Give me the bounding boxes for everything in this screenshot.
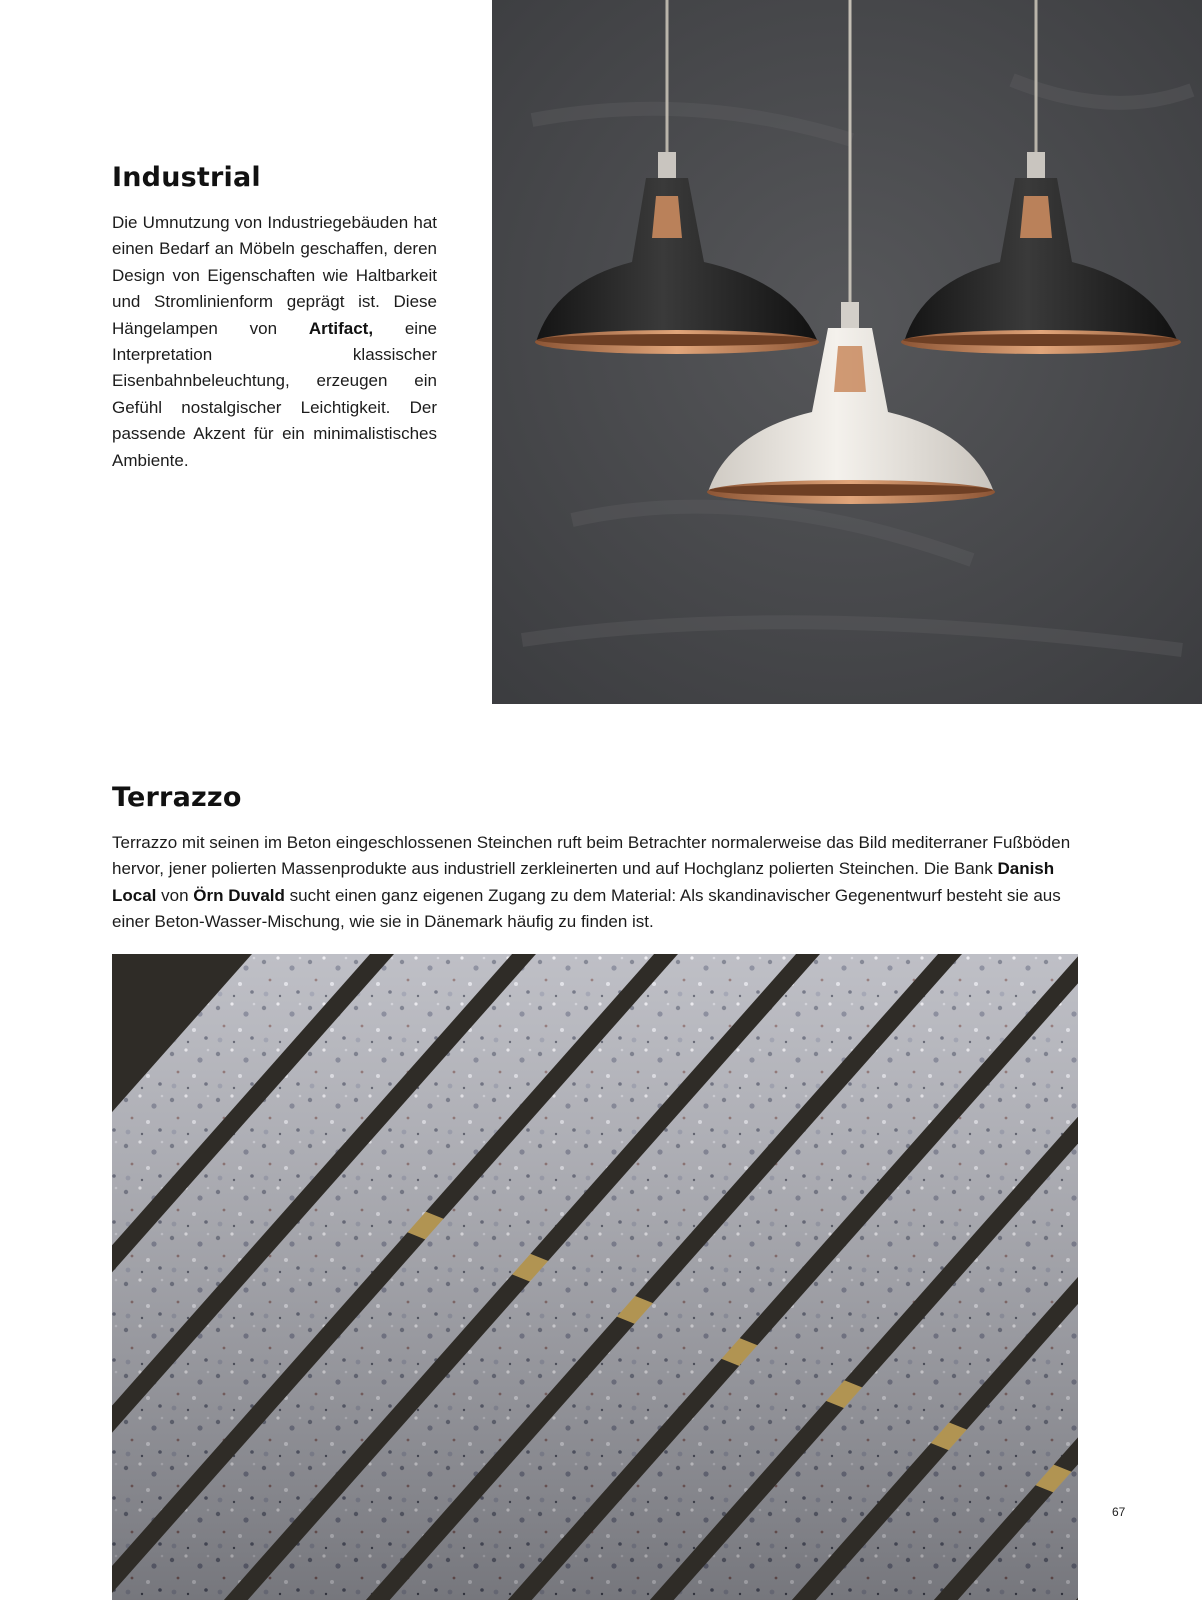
product-danish-local: Danish Local bbox=[112, 859, 1055, 905]
terrazzo-heading: Terrazzo bbox=[112, 782, 242, 813]
page-number: 67 bbox=[1112, 1505, 1126, 1519]
terrazzo-text-part-2: von bbox=[156, 885, 194, 905]
terrazzo-text-part-1: Terrazzo mit seinen im Beton eingeschlossenen Steinchen ruft beim Betrachter normalerweise das Bild mediterraner Fußböden hervor, jener polierten Massenprodukte aus industriell zerkleinerten und auf Hochglanz polierten Steinchen. Die Bank bbox=[112, 833, 1071, 879]
industrial-text-part-2: eine Interpretation klassischer Eisenbahnbeleuchtung, erzeugen ein Gefühl nostalgischer Leichtigkeit. Der passende Akzent für ein minimalistisches Ambiente. bbox=[112, 318, 437, 470]
terrazzo-paragraph bbox=[112, 830, 1078, 936]
industrial-paragraph bbox=[112, 210, 437, 474]
brand-artifact: Artifact, bbox=[308, 318, 374, 338]
terrazzo-text-part-3: sucht einen ganz eigenen Zugang zu dem Material: Als skandinavischer Gegenentwurf besteht sie aus einer Beton-Wasser-Mischung, wie sie in Dänemark häufig zu finden ist. bbox=[112, 885, 1061, 932]
pendant-lamps-photo bbox=[492, 0, 1202, 704]
designer-orn-duvald: Örn Duvald bbox=[193, 885, 285, 905]
industrial-text-part-1: Die Umnutzung von Industriegebäuden hat einen Bedarf an Möbeln geschaffen, deren Design von Eigenschaften wie Haltbarkeit und Stromlinienform geprägt ist. Diese Hängelampen von bbox=[112, 213, 437, 338]
industrial-heading: Industrial bbox=[112, 162, 261, 193]
terrazzo-bench-photo bbox=[112, 954, 1078, 1600]
